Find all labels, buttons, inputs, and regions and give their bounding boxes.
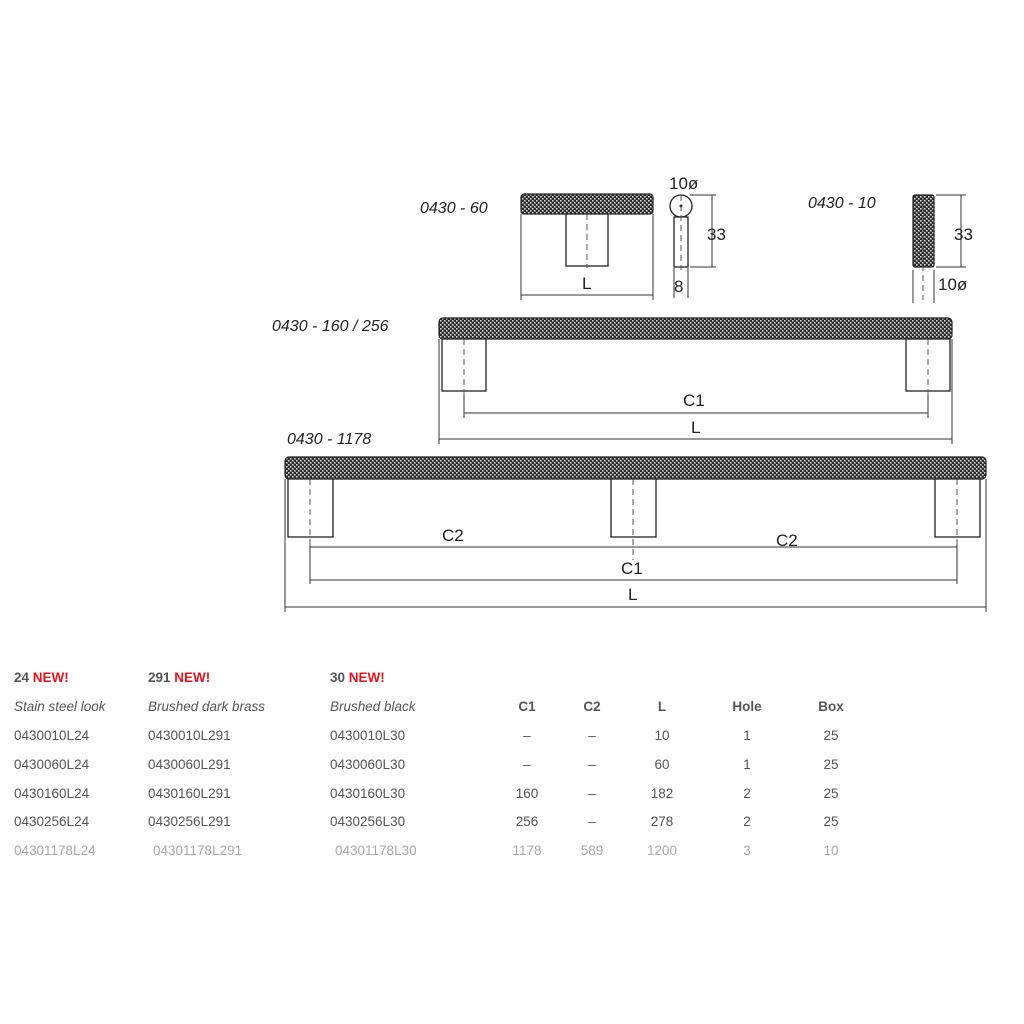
finish-name-30: Brushed black (330, 699, 416, 714)
sku-24: 0430160L24 (14, 786, 90, 801)
sku-291: 0430010L291 (148, 728, 231, 743)
sku-291: 0430060L291 (148, 757, 231, 772)
value-hole: 1 (743, 757, 751, 772)
new-badge: NEW! (174, 670, 211, 685)
table-row (0, 728, 1024, 748)
model-label-160-256: 0430 - 160 / 256 (272, 318, 389, 335)
value-box: 10 (823, 843, 839, 858)
handle-bar-1178 (285, 457, 986, 479)
sku-30: 04301178L30 (335, 843, 417, 858)
value-c1: – (523, 757, 531, 772)
value-hole: 2 (743, 786, 751, 801)
column-header-c1: C1 (518, 699, 536, 714)
value-c2: – (588, 814, 596, 829)
table-row (0, 786, 1024, 806)
sku-24: 0430256L24 (14, 814, 90, 829)
dim-label-c2-left: C2 (442, 526, 464, 545)
column-header-l: L (657, 699, 667, 714)
dim-label-c2-right: C2 (776, 531, 798, 550)
value-l: 1200 (646, 843, 678, 858)
dim-label-diameter-60: 10ø (669, 174, 699, 193)
finish-header-30: 30 NEW! (330, 670, 385, 685)
drawing-0430-60 (420, 174, 726, 300)
drawing-0430-1178 (285, 431, 986, 612)
value-l: 10 (654, 728, 670, 743)
value-c2: 589 (580, 843, 604, 858)
sku-291: 0430256L291 (148, 814, 231, 829)
dim-label-height-60: 33 (707, 225, 726, 244)
table-header-row (0, 699, 1024, 719)
column-header-hole: Hole (732, 699, 762, 714)
new-badge: NEW! (348, 670, 385, 685)
value-box: 25 (823, 728, 839, 743)
value-l: 182 (650, 786, 674, 801)
handle-post-right-1178 (935, 479, 980, 537)
value-c2: – (588, 757, 596, 772)
value-c1: 256 (515, 814, 539, 829)
sku-24: 0430010L24 (14, 728, 90, 743)
handle-post-left-1178 (288, 479, 333, 537)
value-l: 278 (650, 814, 674, 829)
finish-header-291: 291 NEW! (148, 670, 211, 685)
value-hole: 1 (743, 728, 751, 743)
model-label-60: 0430 - 60 (420, 200, 488, 217)
value-hole: 2 (743, 814, 751, 829)
knob-bar-60 (521, 194, 653, 214)
value-c2: – (588, 728, 596, 743)
handle-post-center-1178 (611, 479, 656, 537)
value-c2: – (588, 786, 596, 801)
finish-name-291: Brushed dark brass (148, 699, 266, 714)
sku-30: 0430010L30 (330, 728, 406, 743)
dim-label-width-60: 8 (674, 277, 684, 296)
new-badge: NEW! (32, 670, 69, 685)
value-box: 25 (823, 786, 839, 801)
value-l: 60 (654, 757, 670, 772)
value-c1: 160 (515, 786, 539, 801)
value-hole: 3 (743, 843, 751, 858)
product-table (0, 666, 1024, 866)
finish-code-row (0, 670, 1024, 690)
column-header-c2: C2 (583, 699, 601, 714)
dim-label-l-1178: L (628, 585, 638, 604)
finish-header-24: 24 NEW! (14, 670, 69, 685)
handle-bar-160-256 (439, 318, 952, 339)
dim-label-l-60: L (582, 274, 592, 293)
value-c1: – (523, 728, 531, 743)
dim-label-diameter-10: 10ø (938, 275, 968, 294)
sku-30: 0430160L30 (330, 786, 406, 801)
sku-24: 04301178L24 (14, 843, 96, 858)
sku-291: 04301178L291 (153, 843, 243, 858)
drawing-0430-10 (808, 195, 973, 303)
drawing-0430-160-256 (272, 318, 952, 444)
table-row (0, 814, 1024, 834)
value-c1: 1178 (512, 843, 542, 858)
table-row (0, 843, 1024, 863)
model-label-10: 0430 - 10 (808, 195, 876, 212)
value-box: 25 (823, 757, 839, 772)
dim-label-height-10: 33 (954, 225, 973, 244)
sku-291: 0430160L291 (148, 786, 231, 801)
sku-24: 0430060L24 (14, 757, 90, 772)
sku-30: 0430256L30 (330, 814, 406, 829)
dim-label-c1-160: C1 (683, 391, 705, 410)
column-header-box: Box (818, 699, 844, 714)
dim-label-l-160: L (691, 418, 701, 437)
model-label-1178: 0430 - 1178 (287, 431, 372, 448)
dim-label-c1-1178: C1 (621, 559, 643, 578)
table-row (0, 757, 1024, 777)
sku-30: 0430060L30 (330, 757, 406, 772)
value-box: 25 (823, 814, 839, 829)
finish-name-24: Stain steel look (14, 699, 106, 714)
